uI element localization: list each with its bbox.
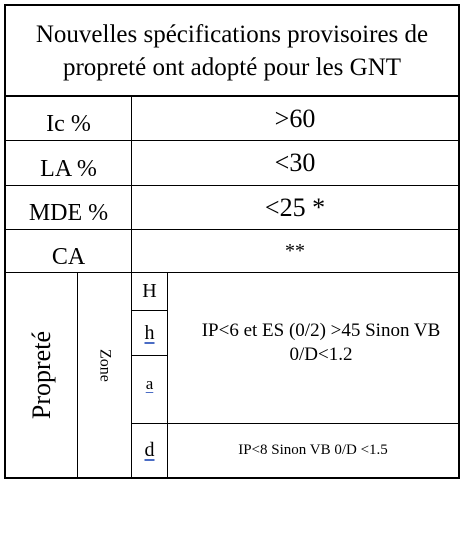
proprete-label: Propreté — [26, 330, 56, 420]
row-value-ic: >60 — [274, 103, 316, 133]
border-bottom — [4, 477, 460, 479]
row-value-la: <30 — [274, 148, 316, 177]
row-value-mde: <25 * — [264, 192, 326, 222]
zone-letter-H: H — [142, 280, 157, 302]
table-title — [6, 6, 458, 95]
zone-label: Zone — [96, 349, 114, 382]
title-line-2: propreté ont adopté pour les GNT — [62, 53, 402, 81]
zone-letter-h: h — [144, 321, 155, 344]
row-label-mde: MDE % — [28, 200, 109, 226]
zone-letter-d: d — [144, 439, 155, 461]
spec-value-d: IP<8 Sinon VB 0/D <1.5 — [238, 442, 388, 458]
row-label-ic: Ic % — [46, 111, 91, 137]
spec-value-hha: IP<6 et ES (0/2) >45 Sinon VB 0/D<1.2 — [201, 320, 441, 365]
row-label-ca: CA — [51, 243, 86, 270]
zone-letter-a: a — [145, 374, 154, 393]
title-line-1: Nouvelles spécifications provisoires de — [35, 20, 429, 48]
zone-label-cell — [78, 273, 131, 553]
row-label-la: LA % — [40, 155, 97, 182]
proprete-label-cell — [6, 273, 77, 477]
row-value-ca: ** — [285, 239, 305, 262]
